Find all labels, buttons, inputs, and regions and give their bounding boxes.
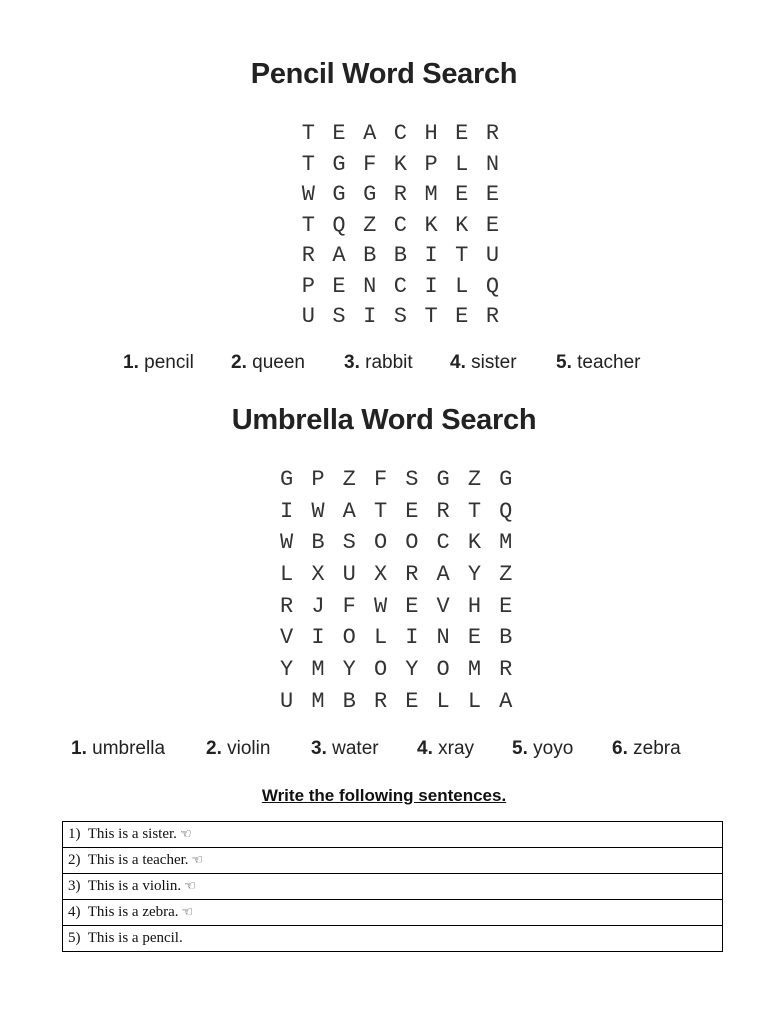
grid-letter: U <box>485 243 500 268</box>
grid-letter: K <box>424 212 438 238</box>
word-number: 2. <box>206 738 222 759</box>
pointing-hand-icon: ☜ <box>181 904 194 919</box>
word-text: water <box>332 738 379 759</box>
grid-row <box>293 150 508 181</box>
word-number: 1. <box>71 738 87 759</box>
grid-letter: R <box>485 121 500 146</box>
grid-letter: H <box>424 121 438 146</box>
grid-letter: S <box>405 467 419 492</box>
grid-letter: L <box>455 273 469 299</box>
word-number: 1. <box>123 352 139 373</box>
pointing-hand-icon: ☜ <box>184 878 196 893</box>
word-list-item <box>231 352 305 374</box>
grid-letter: R <box>373 688 388 714</box>
grid-letter: R <box>499 657 513 683</box>
grid-letter: X <box>373 562 388 588</box>
word-list-item <box>417 738 474 760</box>
grid-letter: K <box>455 212 469 238</box>
word-text: sister <box>471 352 517 373</box>
grid-letter: S <box>332 304 346 329</box>
grid-letter: A <box>436 562 450 588</box>
grid-letter: E <box>455 182 469 207</box>
grid-row <box>293 180 508 211</box>
grid-letter: F <box>342 593 356 619</box>
grid-letter: L <box>280 562 294 588</box>
grid-row <box>271 622 521 654</box>
grid-row <box>271 654 521 686</box>
grid-letter: L <box>467 688 482 714</box>
grid-letter: K <box>393 151 407 177</box>
grid-letter: A <box>499 688 513 714</box>
pointing-hand-icon: ☜ <box>191 852 204 867</box>
grid-letter: Z <box>342 467 356 492</box>
grid-letter: X <box>311 562 325 588</box>
word-number: 3. <box>344 352 360 373</box>
word-text: rabbit <box>365 352 413 373</box>
sentence-row <box>63 874 723 900</box>
grid-letter: Z <box>499 562 513 588</box>
grid-letter: G <box>363 182 377 207</box>
sentence-text: This is a violin. <box>87 878 182 894</box>
grid-letter: V <box>436 593 450 619</box>
instructions-heading: Write the following sentences. <box>261 786 507 805</box>
grid-row <box>271 527 521 559</box>
sentence-row <box>63 900 723 926</box>
grid-letter: G <box>436 467 450 492</box>
word-text: umbrella <box>92 738 166 759</box>
word-text: teacher <box>577 352 641 373</box>
sentence-number: 3) <box>68 878 81 894</box>
umbrella-word-list <box>0 738 768 762</box>
word-text: pencil <box>144 352 194 373</box>
grid-letter: A <box>342 498 356 524</box>
grid-letter: Y <box>342 657 356 683</box>
grid-row <box>293 241 508 272</box>
grid-letter: L <box>373 625 388 651</box>
grid-letter: M <box>499 530 513 556</box>
grid-letter: T <box>424 304 438 329</box>
word-text: queen <box>252 352 305 373</box>
grid-letter: B <box>393 243 407 268</box>
grid-letter: G <box>332 182 346 207</box>
grid-row <box>271 496 521 528</box>
sentence-number: 2) <box>68 852 81 868</box>
grid-letter: I <box>424 273 438 299</box>
grid-letter: W <box>280 530 294 556</box>
grid-letter: T <box>301 151 315 177</box>
grid-letter: O <box>342 625 356 651</box>
grid-letter: Y <box>467 562 482 588</box>
word-list-item <box>206 738 270 760</box>
grid-letter: W <box>373 593 388 619</box>
word-number: 4. <box>450 352 466 373</box>
word-number: 4. <box>417 738 433 759</box>
umbrella-letter-grid <box>271 464 521 718</box>
sentence-text: This is a teacher. <box>87 852 189 868</box>
grid-letter: E <box>405 498 419 524</box>
grid-row <box>293 272 508 303</box>
word-list-item <box>556 352 641 374</box>
grid-letter: I <box>363 304 377 329</box>
word-list-item <box>612 738 681 760</box>
grid-letter: E <box>485 182 500 207</box>
grid-letter: B <box>499 625 513 651</box>
grid-letter: R <box>485 304 500 329</box>
sentence-number: 5) <box>68 930 81 946</box>
grid-letter: W <box>301 182 315 207</box>
grid-row <box>271 591 521 623</box>
grid-letter: S <box>342 530 356 556</box>
sentence-row <box>63 822 723 848</box>
grid-letter: I <box>405 625 419 651</box>
grid-letter: U <box>280 688 294 714</box>
grid-letter: E <box>332 273 346 299</box>
grid-letter: M <box>424 182 438 207</box>
grid-letter: M <box>311 657 325 683</box>
grid-letter: G <box>499 467 513 492</box>
grid-letter: E <box>455 304 469 329</box>
word-text: yoyo <box>533 738 574 759</box>
grid-letter: W <box>311 498 325 524</box>
grid-row <box>271 686 521 718</box>
sentence-cell[interactable] <box>63 926 723 952</box>
grid-letter: U <box>301 304 315 329</box>
grid-letter: E <box>499 593 513 619</box>
word-text: zebra <box>633 738 681 759</box>
grid-letter: B <box>311 530 325 556</box>
word-number: 3. <box>311 738 327 759</box>
sentence-text: This is a zebra. <box>87 904 179 920</box>
grid-letter: O <box>436 657 450 683</box>
word-list-item <box>450 352 517 374</box>
sentence-row <box>63 926 723 952</box>
grid-letter: L <box>455 151 469 177</box>
grid-row <box>271 464 521 496</box>
grid-letter: A <box>332 243 346 268</box>
word-list-item <box>71 738 165 760</box>
grid-letter: T <box>467 498 482 524</box>
grid-letter: E <box>467 625 482 651</box>
grid-row <box>293 211 508 242</box>
grid-letter: M <box>467 657 482 683</box>
grid-letter: K <box>467 530 482 556</box>
grid-row <box>293 302 508 333</box>
grid-letter: Z <box>363 212 377 238</box>
grid-letter: R <box>405 562 419 588</box>
grid-letter: L <box>436 688 450 714</box>
grid-letter: H <box>467 593 482 619</box>
grid-letter: O <box>373 657 388 683</box>
grid-letter: G <box>332 151 346 177</box>
pencil-letter-grid <box>293 119 508 333</box>
word-list-item <box>344 352 413 374</box>
pencil-puzzle-title: Pencil Word Search <box>250 58 518 90</box>
grid-letter: B <box>363 243 377 268</box>
grid-letter: V <box>280 625 294 651</box>
grid-letter: E <box>405 593 419 619</box>
grid-letter: Y <box>280 657 294 683</box>
word-text: violin <box>227 738 271 759</box>
grid-letter: E <box>485 212 500 238</box>
word-number: 5. <box>512 738 528 759</box>
grid-letter: T <box>455 243 469 268</box>
sentence-cell[interactable] <box>63 874 723 900</box>
sentence-text: This is a pencil. <box>87 930 183 946</box>
grid-letter: R <box>301 243 315 268</box>
grid-letter: I <box>280 498 294 524</box>
word-text: xray <box>438 738 475 759</box>
sentence-row <box>63 848 723 874</box>
grid-letter: T <box>301 121 315 146</box>
grid-letter: Q <box>499 498 513 524</box>
grid-letter: O <box>405 530 419 556</box>
grid-letter: G <box>280 467 294 492</box>
word-number: 6. <box>612 738 628 759</box>
sentence-cell[interactable] <box>63 848 723 874</box>
word-list-item <box>512 738 573 760</box>
sentence-cell[interactable] <box>63 900 723 926</box>
grid-letter: Q <box>485 273 500 299</box>
grid-letter: O <box>373 530 388 556</box>
word-number: 5. <box>556 352 572 373</box>
pencil-word-list <box>0 352 768 376</box>
grid-letter: F <box>373 467 388 492</box>
grid-letter: E <box>455 121 469 146</box>
grid-letter: C <box>393 273 407 299</box>
grid-letter: T <box>301 212 315 238</box>
sentence-number: 4) <box>68 904 81 920</box>
grid-letter: M <box>311 688 325 714</box>
grid-letter: J <box>311 593 325 619</box>
word-list-item <box>123 352 194 374</box>
grid-letter: E <box>405 688 419 714</box>
grid-letter: C <box>436 530 450 556</box>
grid-letter: R <box>436 498 450 524</box>
grid-letter: P <box>301 273 315 299</box>
grid-letter: E <box>332 121 346 146</box>
grid-letter: F <box>363 151 377 177</box>
grid-letter: Q <box>332 212 346 238</box>
grid-letter: N <box>363 273 377 299</box>
word-number: 2. <box>231 352 247 373</box>
grid-row <box>293 119 508 150</box>
grid-letter: I <box>311 625 325 651</box>
grid-letter: Z <box>467 467 482 492</box>
grid-letter: U <box>342 562 356 588</box>
sentences-table <box>62 821 723 952</box>
grid-letter: P <box>424 151 438 177</box>
sentence-text: This is a sister. <box>87 826 177 842</box>
grid-row <box>271 559 521 591</box>
grid-letter: T <box>373 498 388 524</box>
grid-letter: R <box>280 593 294 619</box>
grid-letter: R <box>393 182 407 207</box>
grid-letter: P <box>311 467 325 492</box>
grid-letter: C <box>393 212 407 238</box>
grid-letter: C <box>393 121 407 146</box>
grid-letter: B <box>342 688 356 714</box>
grid-letter: I <box>424 243 438 268</box>
word-list-item <box>311 738 379 760</box>
grid-letter: N <box>436 625 450 651</box>
grid-letter: S <box>393 304 407 329</box>
umbrella-puzzle-title: Umbrella Word Search <box>231 404 537 436</box>
pointing-hand-icon: ☜ <box>179 826 192 841</box>
grid-letter: A <box>363 121 377 146</box>
grid-letter: N <box>485 151 500 177</box>
sentence-cell[interactable] <box>63 822 723 848</box>
sentence-number: 1) <box>68 826 81 842</box>
grid-letter: Y <box>405 657 419 683</box>
